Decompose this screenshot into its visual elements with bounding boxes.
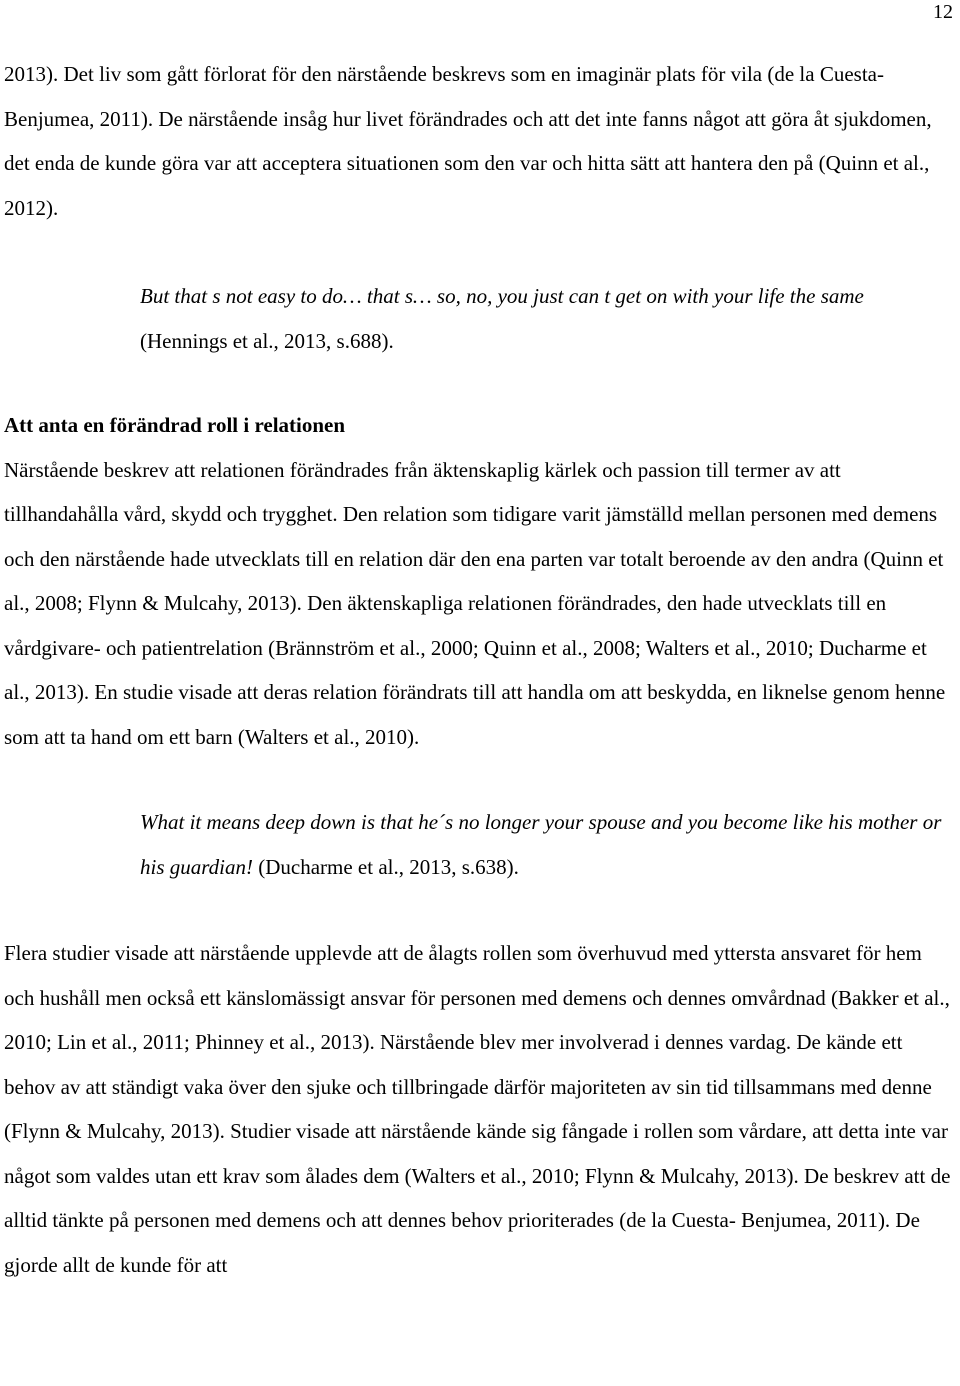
quote-text: What it means deep down is that he´s no longer your spouse and you become like his mother or his guardian!	[140, 810, 942, 879]
paragraph-spacer	[4, 363, 956, 403]
block-quote-1	[140, 274, 956, 363]
document-body	[4, 52, 956, 1287]
paragraph-spacer	[4, 759, 956, 800]
paragraph-spacer	[4, 230, 956, 274]
paragraph-spacer	[4, 889, 956, 931]
body-paragraph-1: 2013). Det liv som gått förlorat för den närstående beskrevs som en imaginär plats för vila (de la Cuesta-Benjumea, 2011). De närstående insåg hur livet förändrades och att det inte fanns något att göra åt sjukdomen, det enda de kunde göra var att acceptera situationen som den var och hitta sätt att hantera den på (Quinn et al., 2012).	[4, 62, 932, 220]
quote-text: But that s not easy to do… that s… so, no, you just can t get on with your life the same	[140, 284, 864, 308]
section-heading: Att anta en förändrad roll i relationen	[4, 413, 346, 437]
quote-citation: (Ducharme et al., 2013, s.638).	[252, 854, 519, 879]
page-number: 12	[933, 1, 953, 23]
body-paragraph-2: Närstående beskrev att relationen förändrades från äktenskaplig kärlek och passion till termer av att tillhandahålla vård, skydd och trygghet. Den relation som tidigare varit jämställd mellan personen med demens och den närstående hade utvecklats till en relation där den ena parten var totalt beroende av den andra (Quinn et al., 2008; Flynn & Mulcahy, 2013). Den äktenskapliga relationen förändrades, den hade utvecklats till en vårdgivare- och patientrelation (Brännström et al., 2000; Quinn et al., 2008; Walters et al., 2010; Ducharme et al., 2013). En studie visade att deras relation förändrats till att handla om att beskydda, en liknelse genom henne som att ta hand om ett barn (Walters et al., 2010).	[4, 457, 946, 749]
block-quote-2	[140, 800, 956, 889]
quote-citation: (Hennings et al., 2013, s.688).	[140, 328, 394, 353]
body-paragraph-3: Flera studier visade att närstående upplevde att de ålagts rollen som överhuvud med yttersta ansvaret för hem och hushåll men också ett känslomässigt ansvar för personen med demens och dennes omvårdnad (Bakker et al., 2010; Lin et al., 2011; Phinney et al., 2013). Närstående blev mer involverad i dennes vardag. De kände ett behov av att ständigt vaka över den sjuke och tillbringade därför majoriteten av sin tid tillsammans med denne (Flynn & Mulcahy, 2013). Studier visade att närstående kände sig fångade i rollen som vårdare, att detta inte var något som valdes utan ett krav som ålades dem (Walters et al., 2010; Flynn & Mulcahy, 2013). De beskrev att de alltid tänkte på personen med demens och att dennes behov prioriterades (de la Cuesta- Benjumea, 2011). De gjorde allt de kunde för att	[4, 941, 951, 1277]
